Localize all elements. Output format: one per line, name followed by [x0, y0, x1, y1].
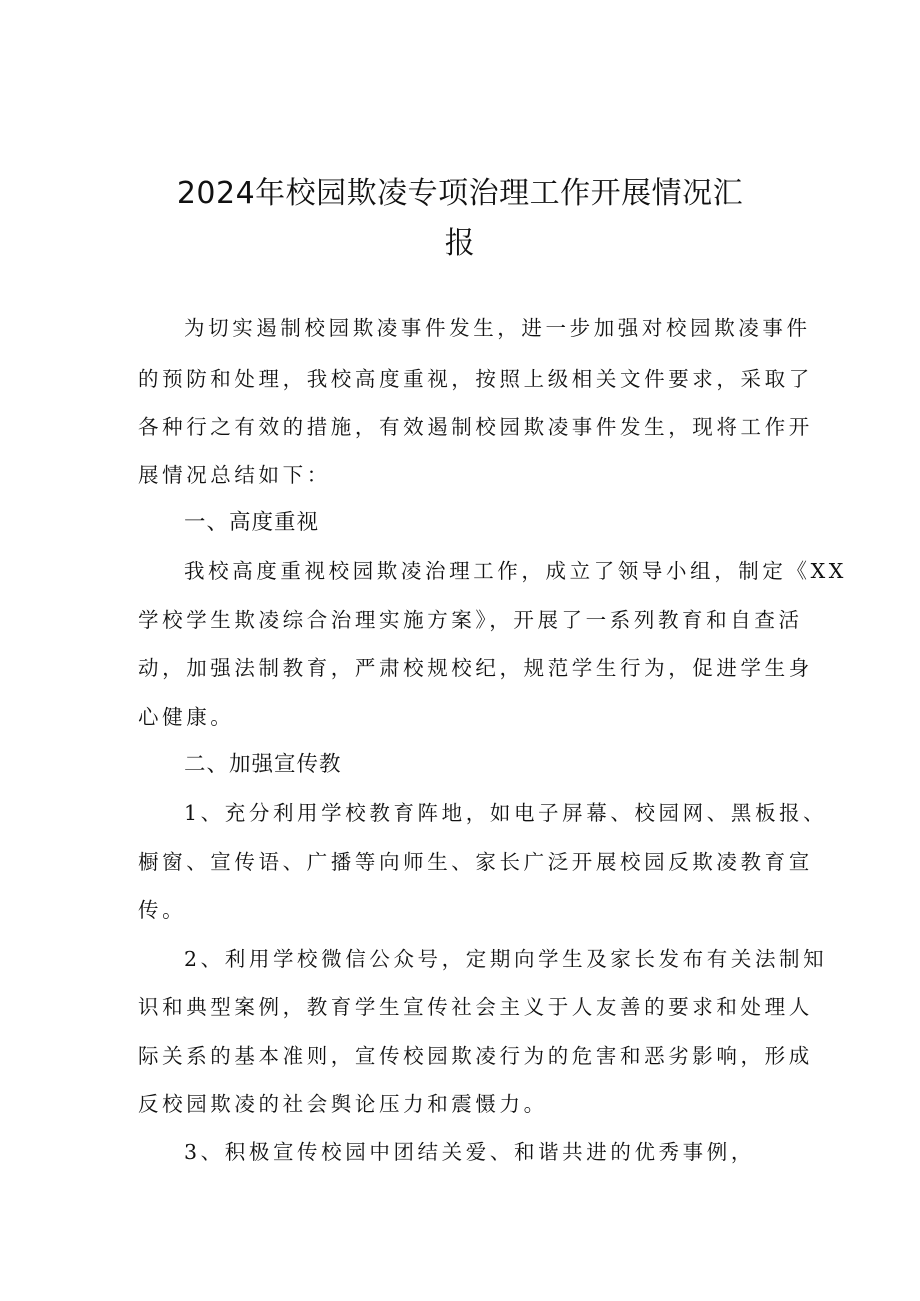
section-2-item-2-line-3: 际关系的基本准则，宣传校园欺凌行为的危害和恶劣影响，形成	[138, 1044, 813, 1068]
document-title-line-1: 2024年校园欺凌专项治理工作开展情况汇	[176, 176, 744, 211]
section-1-line-2: 学校学生欺凌综合治理实施方案》，开展了一系列教育和自查活	[138, 608, 803, 632]
section-2-item-1-line-2: 橱窗、宣传语、广播等向师生、家长广泛开展校园反欺凌教育宣	[138, 850, 813, 874]
section-2-item-2-line-2: 识和典型案例，教育学生宣传社会主义于人友善的要求和处理人	[138, 995, 813, 1019]
section-2-item-2-line-4: 反校园欺凌的社会舆论压力和震慑力。	[138, 1092, 548, 1116]
intro-line-4: 展情况总结如下：	[138, 463, 331, 487]
section-1-line-3: 动，加强法制教育，严肃校规校纪，规范学生行为，促进学生身	[138, 656, 813, 680]
section-2-heading: 二、加强宣传教	[184, 752, 342, 777]
section-1-line-1: 我校高度重视校园欺凌治理工作，成立了领导小组，制定《XX	[184, 559, 847, 583]
intro-line-2: 的预防和处理，我校高度重视，按照上级相关文件要求，采取了	[138, 367, 813, 391]
section-1-heading: 一、高度重视	[184, 510, 320, 535]
section-2-item-2-line-1: 2、利用学校微信公众号，定期向学生及家长发布有关法制知	[184, 947, 828, 971]
document-title-line-2: 报	[444, 226, 476, 261]
section-2-item-1-line-1: 1、充分利用学校教育阵地，如电子屏幕、校园网、黑板报、	[184, 801, 828, 825]
intro-line-1: 为切实遏制校园欺凌事件发生，进一步加强对校园欺凌事件	[184, 316, 811, 340]
intro-line-3: 各种行之有效的措施，有效遏制校园欺凌事件发生，现将工作开	[138, 415, 813, 439]
section-2-item-1-line-3: 传。	[138, 898, 187, 922]
section-1-line-4: 心健康。	[138, 705, 235, 729]
section-2-item-3-line-1: 3、积极宣传校园中团结关爱、和谐共进的优秀事例，	[184, 1140, 755, 1164]
